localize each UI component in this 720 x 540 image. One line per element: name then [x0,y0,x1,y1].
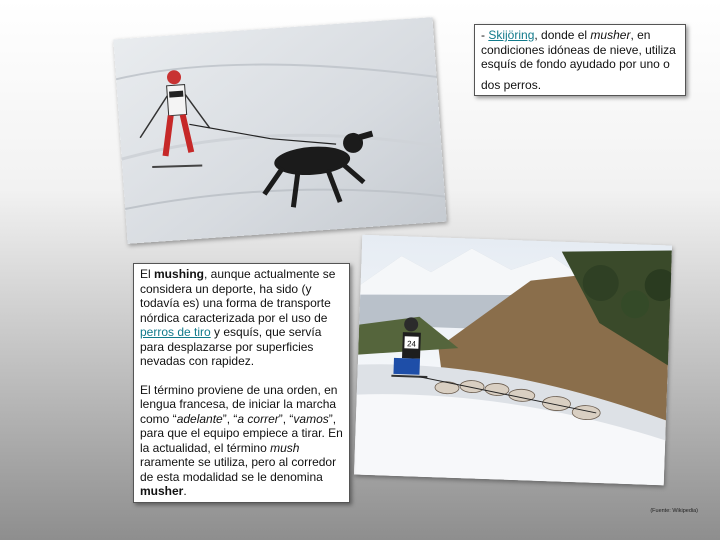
word-vamos: vamos [293,411,329,426]
skijoring-link[interactable]: Skijöring [488,28,535,42]
sled-bib-number: 24 [406,339,417,349]
word-mush: mush [270,440,300,455]
mushing-description-box [133,263,350,503]
skijoring-lead: - [481,28,489,42]
p1-intro: El [140,267,155,281]
p2-final: . [183,484,187,498]
source-credit: (Fuente: Wikipedia) [650,508,698,514]
skijoring-text-2: , en condiciones idóneas de nieve, utiliza esquís de fondo ayudado por uno o [481,28,676,71]
skijoring-photo [113,17,447,244]
p2-sep-2: ”, “ [278,411,294,426]
word-a-correr: a correr [237,411,279,426]
sled-dog-team-photo [354,235,672,486]
skijoring-text-trail: dos perros. [481,77,542,92]
mushing-term: mushing [154,267,205,281]
mushing-paragraph-1 [140,267,343,369]
p2-start: El término proviene de una orden, en lengua francesa, de iniciar la marcha como “ [140,382,338,426]
skijoring-description-box [474,24,686,96]
p2-sep-1: ”, “ [222,411,238,426]
word-adelante: adelante [176,411,223,426]
p2-end: raramente se utiliza, pero al corredor de esta modalidad se le denomina [140,455,337,484]
musher-term-bold: musher [140,484,184,498]
p1-end: y esquís, que servía para desplazarse por superficies nevadas con rapidez. [140,325,322,368]
p2-mid: ”, para que el equipo empiece a tirar. En la actualidad, el término [140,411,343,455]
mushing-paragraph-2 [140,383,343,499]
skijoring-text-1: , donde el [534,28,591,42]
perros-de-tiro-link[interactable]: perros de tiro [140,325,211,339]
p1-body: , aunque actualmente se considera un deporte, ha sido (y todavía es) una forma de transporte nórdica caracterizada por el uso de [140,267,336,325]
musher-term: musher [590,28,631,42]
